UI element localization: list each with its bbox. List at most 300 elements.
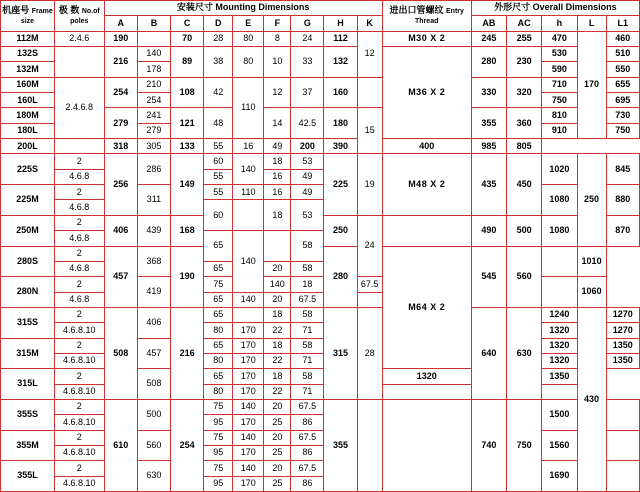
cell-G: 24: [291, 31, 324, 46]
cell-frame: 225M: [1, 185, 55, 216]
cell-G: 53: [291, 200, 324, 231]
cell-G: 58: [291, 338, 324, 353]
col-G: G: [291, 16, 324, 31]
cell-G: 67.5: [291, 430, 324, 445]
cell-H: 132: [324, 47, 357, 78]
cell-B: 178: [137, 62, 170, 77]
cell-AB: 245: [471, 31, 506, 46]
header-overall-en: Overall Dimensions: [532, 2, 617, 13]
cell-poles: 4.6.8: [54, 292, 104, 307]
cell-C: 121: [171, 108, 204, 139]
col-AC: AC: [507, 16, 542, 31]
cell-F: 16: [264, 185, 291, 200]
cell-E: 170: [233, 323, 264, 338]
cell-F: 16: [233, 139, 264, 154]
cell-G: 71: [291, 323, 324, 338]
cell-E: 140: [233, 461, 264, 476]
header-frame-size-cn: 机座号: [2, 5, 30, 16]
cell-L1: 730: [606, 108, 639, 123]
cell-poles: [54, 47, 104, 78]
cell-frame: 180L: [1, 123, 55, 138]
cell-h: 710: [542, 77, 577, 92]
cell-poles: 2: [54, 246, 104, 261]
cell-L1: 1270: [606, 323, 639, 338]
cell-frame: 315S: [1, 307, 55, 338]
cell-AB: 435: [471, 154, 506, 215]
cell-L1: 1350: [606, 353, 639, 368]
cell-B: 140: [137, 47, 170, 62]
cell-G: 33: [291, 47, 324, 78]
cell-D: 95: [204, 445, 233, 460]
header-overall-group: [471, 1, 639, 16]
cell-C: 70: [171, 31, 204, 46]
cell-B: 279: [137, 123, 170, 138]
header-row-group: [1, 1, 640, 16]
cell-F: 10: [264, 47, 291, 78]
cell-poles: 2: [54, 338, 104, 353]
cell-B: 457: [137, 338, 170, 369]
header-entry-thread-en: Entry Thread: [415, 8, 464, 25]
cell-E: 140: [233, 399, 264, 414]
cell-L1: 695: [606, 93, 639, 108]
cell-F: 20: [264, 292, 291, 307]
cell-D: 60: [204, 154, 233, 169]
cell-F: [264, 231, 291, 262]
header-mounting-group: [104, 1, 382, 16]
cell-poles: 4.6.8: [54, 261, 104, 276]
table-row: [1, 77, 640, 92]
cell-frame: 180M: [1, 108, 55, 123]
table-row: [1, 47, 640, 62]
cell-A: 190: [104, 31, 137, 46]
cell-thread: [382, 399, 471, 491]
table-row: [1, 384, 640, 399]
cell-B: 305: [137, 139, 170, 154]
cell-G: 49: [291, 185, 324, 200]
cell-D: 65: [204, 261, 233, 276]
cell-AC: 360: [507, 108, 542, 139]
header-poles-en: No.of poles: [70, 8, 100, 25]
cell-D: 75: [204, 277, 233, 292]
cell-H: 200: [291, 139, 324, 154]
table-row: [1, 461, 640, 476]
cell-A: 318: [104, 139, 137, 154]
cell-E: 170: [233, 415, 264, 430]
cell-poles: 2: [54, 461, 104, 476]
cell-poles: 4.6.8.10: [54, 323, 104, 338]
cell-AC: 230: [507, 47, 542, 78]
cell-AC: 255: [507, 31, 542, 46]
cell-D: 65: [204, 292, 233, 307]
table-row: [1, 399, 640, 414]
cell-B: 286: [137, 154, 170, 185]
col-K: K: [357, 16, 382, 31]
table-row: [1, 139, 640, 154]
cell-h: [542, 246, 577, 277]
cell-AB: 640: [471, 307, 506, 399]
cell-D: 28: [204, 31, 233, 46]
cell-E: 170: [233, 338, 264, 353]
table-row: [1, 31, 640, 46]
table-row: [1, 369, 640, 384]
cell-L1: 460: [606, 31, 639, 46]
cell-poles: 4.6.8: [54, 169, 104, 184]
cell-poles: 2: [54, 277, 104, 292]
cell-poles: 4.6.8.10: [54, 384, 104, 399]
cell-poles: 4.6.8.10: [54, 445, 104, 460]
cell-h: [542, 277, 577, 308]
cell-L: 250: [577, 154, 606, 246]
cell-frame: 160L: [1, 93, 55, 108]
cell-frame: 160M: [1, 77, 55, 92]
cell-G: 53: [291, 154, 324, 169]
cell-L1: 1270: [606, 307, 639, 322]
cell-B: 311: [137, 185, 170, 216]
cell-H: 225: [324, 154, 357, 215]
cell-B: 439: [137, 215, 170, 246]
cell-AB: 355: [471, 108, 506, 139]
cell-poles: 2: [54, 215, 104, 230]
cell-poles: 2: [54, 399, 104, 414]
cell-frame: 280S: [1, 246, 55, 277]
cell-D: 80: [204, 384, 233, 399]
table-row: [1, 353, 640, 368]
cell-A: 216: [104, 47, 137, 78]
cell-poles: 2: [54, 307, 104, 322]
cell-AB: 490: [471, 215, 506, 246]
cell-poles: 4.6.8.10: [54, 353, 104, 368]
cell-frame: 315L: [1, 369, 55, 400]
cell-h: 590: [542, 62, 577, 77]
cell-G: 71: [291, 384, 324, 399]
cell-A: 457: [104, 246, 137, 307]
cell-B: 630: [137, 461, 170, 492]
cell-E: 140: [233, 231, 264, 292]
header-poles-cn: 极 数: [58, 5, 80, 16]
cell-G: 58: [291, 307, 324, 322]
cell-G: 58: [291, 231, 324, 262]
cell-L1: [606, 461, 639, 492]
cell-D: 80: [204, 353, 233, 368]
cell-L1: 750: [606, 123, 639, 138]
cell-L1: 1010: [577, 246, 606, 277]
cell-h: 1020: [542, 154, 577, 185]
cell-G: 58: [291, 261, 324, 276]
cell-frame: 355M: [1, 430, 55, 461]
cell-h: 1560: [542, 430, 577, 461]
cell-L1: 550: [606, 62, 639, 77]
cell-L1: [542, 384, 577, 399]
cell-D: 75: [204, 399, 233, 414]
cell-K: [357, 77, 382, 108]
cell-h: 1320: [542, 338, 577, 353]
cell-D: 80: [204, 323, 233, 338]
cell-D: 75: [204, 430, 233, 445]
cell-E: 170: [233, 384, 264, 399]
cell-h: 1500: [542, 399, 577, 430]
cell-AC: 560: [507, 246, 542, 307]
cell-L1: 845: [606, 154, 639, 185]
header-frame-size: [1, 1, 55, 32]
cell-B: 508: [137, 369, 170, 400]
cell-B: 210: [137, 77, 170, 92]
cell-L1: [606, 430, 639, 461]
cell-F: 20: [264, 261, 291, 276]
cell-C: 108: [171, 77, 204, 108]
cell-F: 22: [264, 384, 291, 399]
cell-C: 216: [171, 307, 204, 399]
cell-B: 500: [137, 399, 170, 430]
cell-poles: 4.6.8.10: [54, 415, 104, 430]
cell-h: 1240: [542, 307, 577, 322]
cell-F: 8: [264, 31, 291, 46]
cell-G: 71: [291, 353, 324, 368]
table-row: [1, 338, 640, 353]
cell-A: 610: [104, 399, 137, 491]
cell-H: 180: [324, 108, 357, 139]
cell-D: 38: [204, 47, 233, 78]
cell-K: 19: [357, 154, 382, 215]
cell-poles: 2: [54, 369, 104, 384]
cell-poles: 2: [54, 154, 104, 169]
col-F: F: [264, 16, 291, 31]
cell-F: 16: [264, 169, 291, 184]
cell-h: 1320: [382, 369, 471, 384]
cell-frame: 315M: [1, 338, 55, 369]
cell-E: 170: [233, 369, 264, 384]
table-row: [1, 277, 640, 292]
cell-poles: 2: [54, 430, 104, 445]
cell-AC: 320: [507, 77, 542, 108]
cell-B: [137, 31, 170, 46]
cell-AB: 280: [471, 47, 506, 78]
cell-B: 368: [137, 246, 170, 277]
cell-F: 18: [264, 369, 291, 384]
cell-F: 18: [264, 307, 291, 322]
cell-E: 170: [233, 353, 264, 368]
cell-frame: 355L: [1, 461, 55, 492]
cell-E: [233, 200, 264, 231]
cell-h: 985: [471, 139, 506, 154]
header-entry-thread-cn: 进出口管螺纹: [389, 5, 444, 16]
cell-F: 20: [264, 430, 291, 445]
cell-E: 110: [233, 77, 264, 138]
cell-F: 18: [264, 154, 291, 169]
cell-D: 55: [204, 139, 233, 154]
cell-D: 95: [204, 415, 233, 430]
col-H: H: [324, 16, 357, 31]
col-L1: L1: [606, 16, 639, 31]
cell-F: 18: [264, 200, 291, 231]
cell-D: 42: [204, 77, 233, 108]
cell-AC: 450: [507, 154, 542, 215]
cell-A: 254: [104, 77, 137, 108]
header-entry-thread: [382, 1, 471, 32]
cell-B: 560: [137, 430, 170, 461]
cell-E: 80: [233, 47, 264, 78]
header-overall-cn: 外形尺寸: [494, 2, 531, 13]
col-B: B: [137, 16, 170, 31]
cell-frame: 355S: [1, 399, 55, 430]
cell-frame: 200L: [1, 139, 55, 154]
cell-AB: 330: [471, 77, 506, 108]
cell-H: 112: [324, 31, 357, 46]
cell-poles: 2.4.6: [54, 31, 104, 46]
cell-L1: 655: [606, 77, 639, 92]
cell-poles: 2: [54, 185, 104, 200]
cell-D: 48: [204, 108, 233, 139]
cell-L1: 1350: [606, 338, 639, 353]
cell-L1: [606, 399, 639, 430]
cell-F: 20: [264, 461, 291, 476]
cell-frame: 250M: [1, 215, 55, 246]
cell-G: 37: [291, 77, 324, 108]
cell-E: 110: [233, 185, 264, 200]
cell-L: 170: [577, 31, 606, 138]
cell-K: 12: [357, 31, 382, 77]
cell-AC: 400: [382, 139, 471, 154]
cell-D: 55: [204, 169, 233, 184]
cell-D: 65: [204, 307, 233, 322]
cell-L1: 870: [606, 215, 639, 246]
cell-D: 55: [204, 185, 233, 200]
cell-L1: 1350: [542, 369, 577, 384]
cell-E: 170: [233, 445, 264, 460]
cell-F: 18: [264, 338, 291, 353]
cell-thread: M30 X 2: [382, 31, 471, 46]
cell-K: [357, 399, 382, 491]
cell-AC: 500: [507, 215, 542, 246]
col-h: h: [542, 16, 577, 31]
cell-G: 67.5: [357, 277, 382, 292]
col-L: L: [577, 16, 606, 31]
cell-H: 160: [324, 77, 357, 108]
cell-D: 75: [204, 461, 233, 476]
cell-G: 67.5: [291, 292, 324, 307]
cell-poles: 4.6.8.10: [54, 476, 104, 491]
cell-AC: 630: [507, 307, 542, 399]
cell-A: 256: [104, 154, 137, 215]
cell-E: 170: [233, 476, 264, 491]
cell-A: 406: [104, 215, 137, 246]
cell-K: 24: [357, 215, 382, 276]
cell-frame: 280N: [1, 277, 55, 308]
cell-frame: 132M: [1, 62, 55, 77]
cell-AB: 390: [324, 139, 357, 154]
cell-F: 22: [264, 323, 291, 338]
cell-F: 14: [264, 108, 291, 139]
cell-G: 67.5: [291, 461, 324, 476]
cell-D: 65: [204, 338, 233, 353]
table-row: [1, 154, 640, 169]
cell-D: 65: [204, 231, 233, 262]
header-mounting-en: Mounting Dimensions: [215, 2, 310, 13]
cell-E: 80: [233, 31, 264, 46]
cell-h: 530: [542, 47, 577, 62]
cell-H: 315: [324, 307, 357, 399]
cell-H: 250: [324, 215, 357, 246]
cell-h: 1690: [542, 461, 577, 492]
cell-G: 86: [291, 445, 324, 460]
cell-h: 1320: [542, 353, 577, 368]
cell-F: 25: [264, 476, 291, 491]
cell-F: 22: [264, 353, 291, 368]
cell-C: 133: [171, 139, 204, 154]
cell-h: 910: [542, 123, 577, 138]
cell-H: 280: [324, 246, 357, 307]
cell-F: 20: [264, 399, 291, 414]
cell-poles: 4.6.8: [54, 231, 104, 246]
col-AB: AB: [471, 16, 506, 31]
table-row: [1, 307, 640, 322]
cell-frame: 132S: [1, 47, 55, 62]
cell-h: 1080: [542, 215, 577, 246]
cell-F: 12: [264, 77, 291, 108]
cell-G: 49: [291, 169, 324, 184]
cell-B: 254: [137, 93, 170, 108]
cell-G: 67.5: [291, 399, 324, 414]
cell-AC: 750: [507, 399, 542, 491]
cell-AB: 740: [471, 399, 506, 491]
cell-E: 140: [233, 430, 264, 445]
col-C: C: [171, 16, 204, 31]
cell-h: 810: [542, 108, 577, 123]
cell-G: 86: [291, 415, 324, 430]
cell-h: 750: [542, 93, 577, 108]
cell-L1: 510: [606, 47, 639, 62]
table-row: [1, 185, 640, 200]
cell-D: 65: [204, 369, 233, 384]
cell-thread: [382, 215, 471, 246]
header-frame-size-en: Frame size: [20, 8, 53, 25]
cell-poles: 2.4.6.8: [54, 77, 104, 138]
table-row: [1, 323, 640, 338]
header-mounting-cn: 安装尺寸: [176, 2, 213, 13]
cell-h: 1080: [542, 185, 577, 216]
header-poles: [54, 1, 104, 32]
cell-L1: 805: [507, 139, 542, 154]
cell-G: 49: [264, 139, 291, 154]
cell-thread: M36 X 2: [382, 47, 471, 139]
cell-C: 89: [171, 47, 204, 78]
cell-B: 406: [137, 307, 170, 338]
cell-K: 15: [357, 108, 382, 154]
cell-poles: 4.6.8: [54, 200, 104, 215]
cell-C: 149: [171, 154, 204, 215]
col-E: E: [233, 16, 264, 31]
cell-G: 58: [291, 369, 324, 384]
cell-L: 430: [577, 307, 606, 491]
cell-h: 1320: [542, 323, 577, 338]
cell-L1: 880: [606, 185, 639, 216]
cell-B: 241: [137, 108, 170, 123]
cell-poles: [54, 139, 104, 154]
cell-E: 140: [233, 292, 264, 307]
cell-D: 95: [204, 476, 233, 491]
cell-L1: 1060: [577, 277, 606, 308]
cell-E: 140: [264, 277, 291, 292]
cell-h: [382, 384, 471, 399]
cell-thread: M64 X 2: [382, 246, 471, 369]
cell-frame: 112M: [1, 31, 55, 46]
cell-E: 140: [233, 154, 264, 185]
cell-A: 279: [104, 108, 137, 139]
cell-A: 508: [104, 307, 137, 399]
cell-F: 18: [291, 277, 324, 292]
cell-E: [233, 307, 264, 322]
cell-AB: 545: [471, 246, 506, 307]
cell-B: 419: [137, 277, 170, 308]
